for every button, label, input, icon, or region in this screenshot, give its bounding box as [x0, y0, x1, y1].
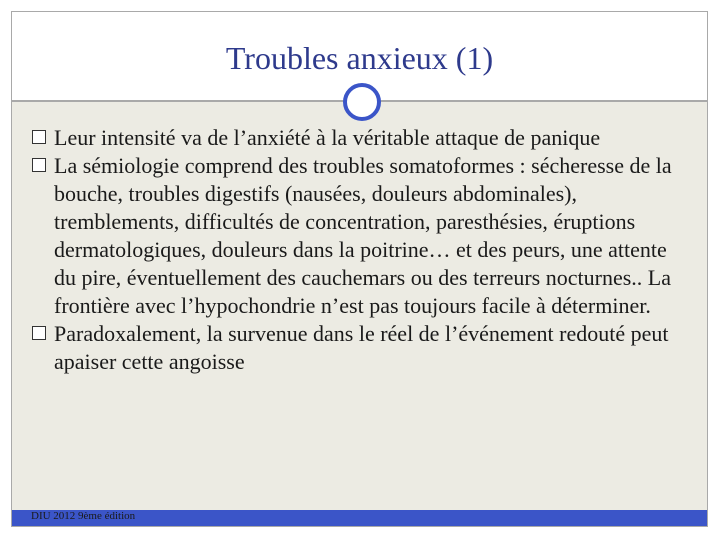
circle-ornament-icon [343, 83, 381, 121]
slide [11, 11, 708, 527]
list-item [32, 320, 692, 376]
checkbox-bullet-icon [32, 326, 46, 340]
bullet-list [32, 124, 692, 376]
bullet-text: Leur intensité va de l’anxiété à la véritable attaque de panique [54, 125, 601, 150]
checkbox-bullet-icon [32, 158, 46, 172]
slide-title: Troubles anxieux (1) [225, 40, 494, 76]
footer-label: DIU 2012 9ème édition [31, 510, 136, 522]
list-item [32, 124, 692, 152]
bullet-text: La sémiologie comprend des troubles somatoformes : sécheresse de la bouche, troubles digestifs (nausées, douleurs abdominales), tremblements, difficultés de concentration, paresthésies, éruptions dermatologiques, douleurs dans la poitrine… et des peurs, une attente du pire, éventuellement des cauchemars ou des terreurs nocturnes.. La frontière avec l’hypochondrie n’est pas toujours facile à déterminer. [54, 153, 672, 318]
checkbox-bullet-icon [32, 130, 46, 144]
bullet-text: Paradoxalement, la survenue dans le réel de l’événement redouté peut apaiser cette angoisse [54, 321, 669, 374]
list-item [32, 152, 692, 320]
